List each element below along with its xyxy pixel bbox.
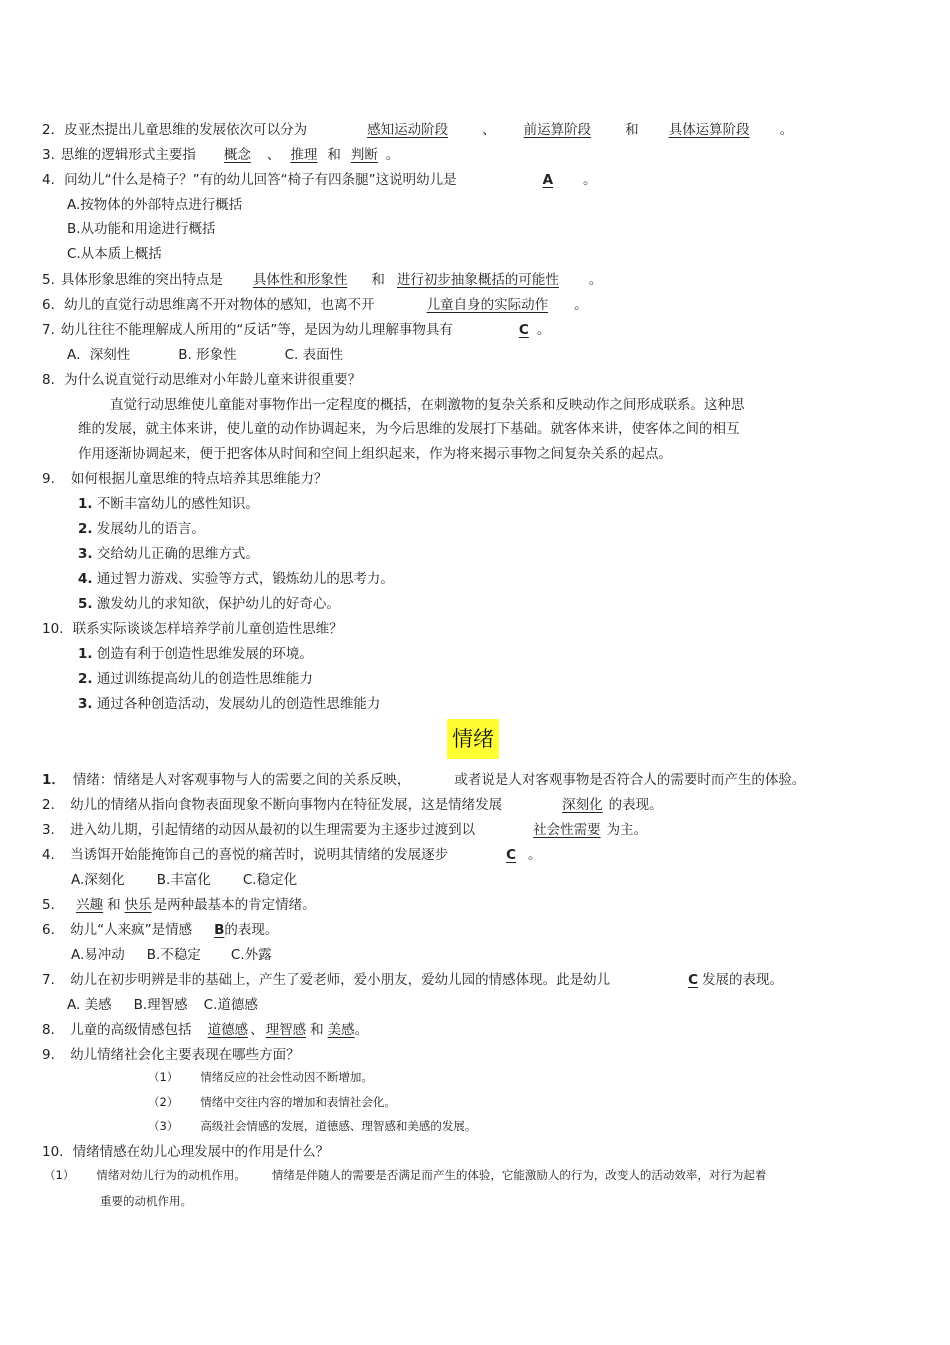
answer-paragraph-line: 直觉行动思维使儿童能对事物作出一定程度的概括，在刺激物的复杂关系和反映动作之间形成联系。这种思 [110, 397, 745, 413]
question-5: 5. 具体形象思维的突出特点是 具体性和形象性 和 进行初步抽象概括的可能性 。 [42, 272, 603, 288]
answer-blank: 进行初步抽象概括的可能性 [396, 272, 559, 288]
question-3: 3． 进入幼儿期，引起情绪的动因从最初的以生理需要为主逐步过渡到以 社会性需要 为主。 [42, 822, 648, 838]
list-item: （2） 情绪中交往内容的增加和表情社会化。 [148, 1095, 396, 1109]
answer-blank: 概念 [223, 147, 251, 163]
question-7: 7. 幼儿往往不能理解成人所用的“反话”等，是因为幼儿理解事物具有 C 。 [42, 322, 551, 338]
option-b: B.从功能和用途进行概括 [67, 221, 216, 237]
answer-blank: 深刻化 [562, 797, 603, 813]
list-item: （3） 高级社会情感的发展，道德感、理智感和美感的发展。 [148, 1119, 477, 1133]
answer-blank: 具体运算阶段 [668, 122, 750, 138]
answer-blank: 感知运动阶段 [367, 122, 449, 138]
list-item: 2. 发展幼儿的语言。 [78, 521, 205, 537]
option-c: C.从本质上概括 [67, 246, 162, 262]
answer-blank: 理智感 [265, 1022, 307, 1038]
question-2: 2． 幼儿的情绪从指向食物表面现象不断向事物内在特征发展，这是情绪发展 深刻化 的表现。 [42, 797, 663, 813]
question-10: 10．联系实际谈谈怎样培养学前儿童创造性思维？ [42, 621, 343, 637]
list-item: 3. 交给幼儿正确的思维方式。 [78, 546, 259, 562]
options-row: A.深刻化 B.丰富化 C.稳定化 [71, 872, 298, 888]
question-2: 2．皮亚杰提出儿童思维的发展依次可以分为 感知运动阶段 、 前运算阶段 和 具体运算阶段 。 [42, 122, 794, 138]
question-4: 4． 当诱饵开始能掩饰自己的喜悦的痛苦时，说明其情绪的发展逐步 C 。 [42, 847, 542, 863]
answer-blank: 道德感 [207, 1022, 249, 1038]
answer-blank: 判断 [350, 147, 378, 163]
answer-blank: 社会性需要 [533, 822, 601, 838]
question-6: 6． 幼儿“人来疯”是情感 B的表现。 [42, 922, 279, 938]
options-row: A. 美感 B.理智感 C.道德感 [67, 997, 258, 1013]
answer-blank: C [688, 972, 699, 988]
answer-blank: C [506, 847, 517, 863]
list-item: 5. 激发幼儿的求知欲，保护幼儿的好奇心。 [78, 596, 340, 612]
answer-blank: 具体性和形象性 [252, 272, 348, 288]
list-item: 4. 通过智力游戏、实验等方式，锻炼幼儿的思考力。 [78, 571, 394, 587]
question-1: 1． 情绪：情绪是人对客观事物与人的需要之间的关系反映， 或者说是人对客观事物是否符合人的需要时而产生的体验。 [42, 772, 806, 788]
question-8: 8． 儿童的高级情感包括 道德感 、 理智感 和 美感。 [42, 1022, 369, 1038]
section-heading: 情绪 [447, 719, 499, 759]
answer-blank: 儿童自身的实际动作 [426, 297, 549, 313]
answer-blank: 前运算阶段 [523, 122, 592, 138]
answer-paragraph-line: 维的发展，就主体来讲，使儿童的动作协调起来，为今后思维的发展打下基础。就客体来讲，使客体之间的相互 [78, 421, 740, 437]
question-9: 9． 幼儿情绪社会化主要表现在哪些方面？ [42, 1047, 300, 1063]
question-5: 5． 兴趣 和 快乐 是两种最基本的肯定情绪。 [42, 897, 316, 913]
options-row: A．深刻性 B. 形象性 C. 表面性 [67, 347, 344, 363]
answer-blank: C [518, 322, 529, 338]
option-a: A.按物体的外部特点进行概括 [67, 197, 243, 213]
question-8: 8．为什么说直觉行动思维对小年龄儿童来讲很重要？ [42, 372, 362, 388]
question-6: 6．幼儿的直觉行动思维离不开对物体的感知，也离不开 儿童自身的实际动作 。 [42, 297, 588, 313]
answer-blank: A [542, 172, 554, 188]
list-item: 1. 不断丰富幼儿的感性知识。 [78, 496, 259, 512]
question-7: 7． 幼儿在初步明辨是非的基础上，产生了爱老师，爱小朋友，爱幼儿园的情感体现。此是幼儿 C 发展的表现。 [42, 972, 784, 988]
list-item-continuation: 重要的动机作用。 [100, 1194, 192, 1208]
list-item: （1） 情绪反应的社会性动因不断增加。 [148, 1070, 373, 1084]
question-3: 3. 思维的逻辑形式主要指 概念 、 推理 和 判断 。 [42, 147, 400, 163]
question-4: 4．问幼儿“什么是椅子？”有的幼儿回答“椅子有四条腿”这说明幼儿是 A 。 [42, 172, 597, 188]
list-item: （1） 情绪对幼儿行为的动机作用。 情绪是伴随人的需要是否满足而产生的体验，它能激励人的行为，改变人的活动效率，对行为起着 [44, 1168, 767, 1182]
question-10: 10．情绪情感在幼儿心理发展中的作用是什么？ [42, 1144, 330, 1160]
answer-blank: 推理 [290, 147, 318, 163]
list-item: 3. 通过各种创造活动，发展幼儿的创造性思维能力 [78, 696, 381, 712]
answer-blank: 美感 [327, 1022, 355, 1038]
options-row: A.易冲动 B.不稳定 C.外露 [71, 947, 272, 963]
answer-blank: 快乐 [124, 897, 152, 913]
question-9: 9. 如何根据儿童思维的特点培养其思维能力？ [42, 471, 328, 487]
list-item: 2. 通过训练提高幼儿的创造性思维能力 [78, 671, 313, 687]
answer-blank: 兴趣 [76, 897, 104, 913]
list-item: 1. 创造有利于创造性思维发展的环境。 [78, 646, 313, 662]
answer-paragraph-line: 作用逐渐协调起来，便于把客体从时间和空间上组织起来，作为将来揭示事物之间复杂关系的起点。 [78, 446, 672, 462]
answer-blank: B [214, 922, 225, 938]
